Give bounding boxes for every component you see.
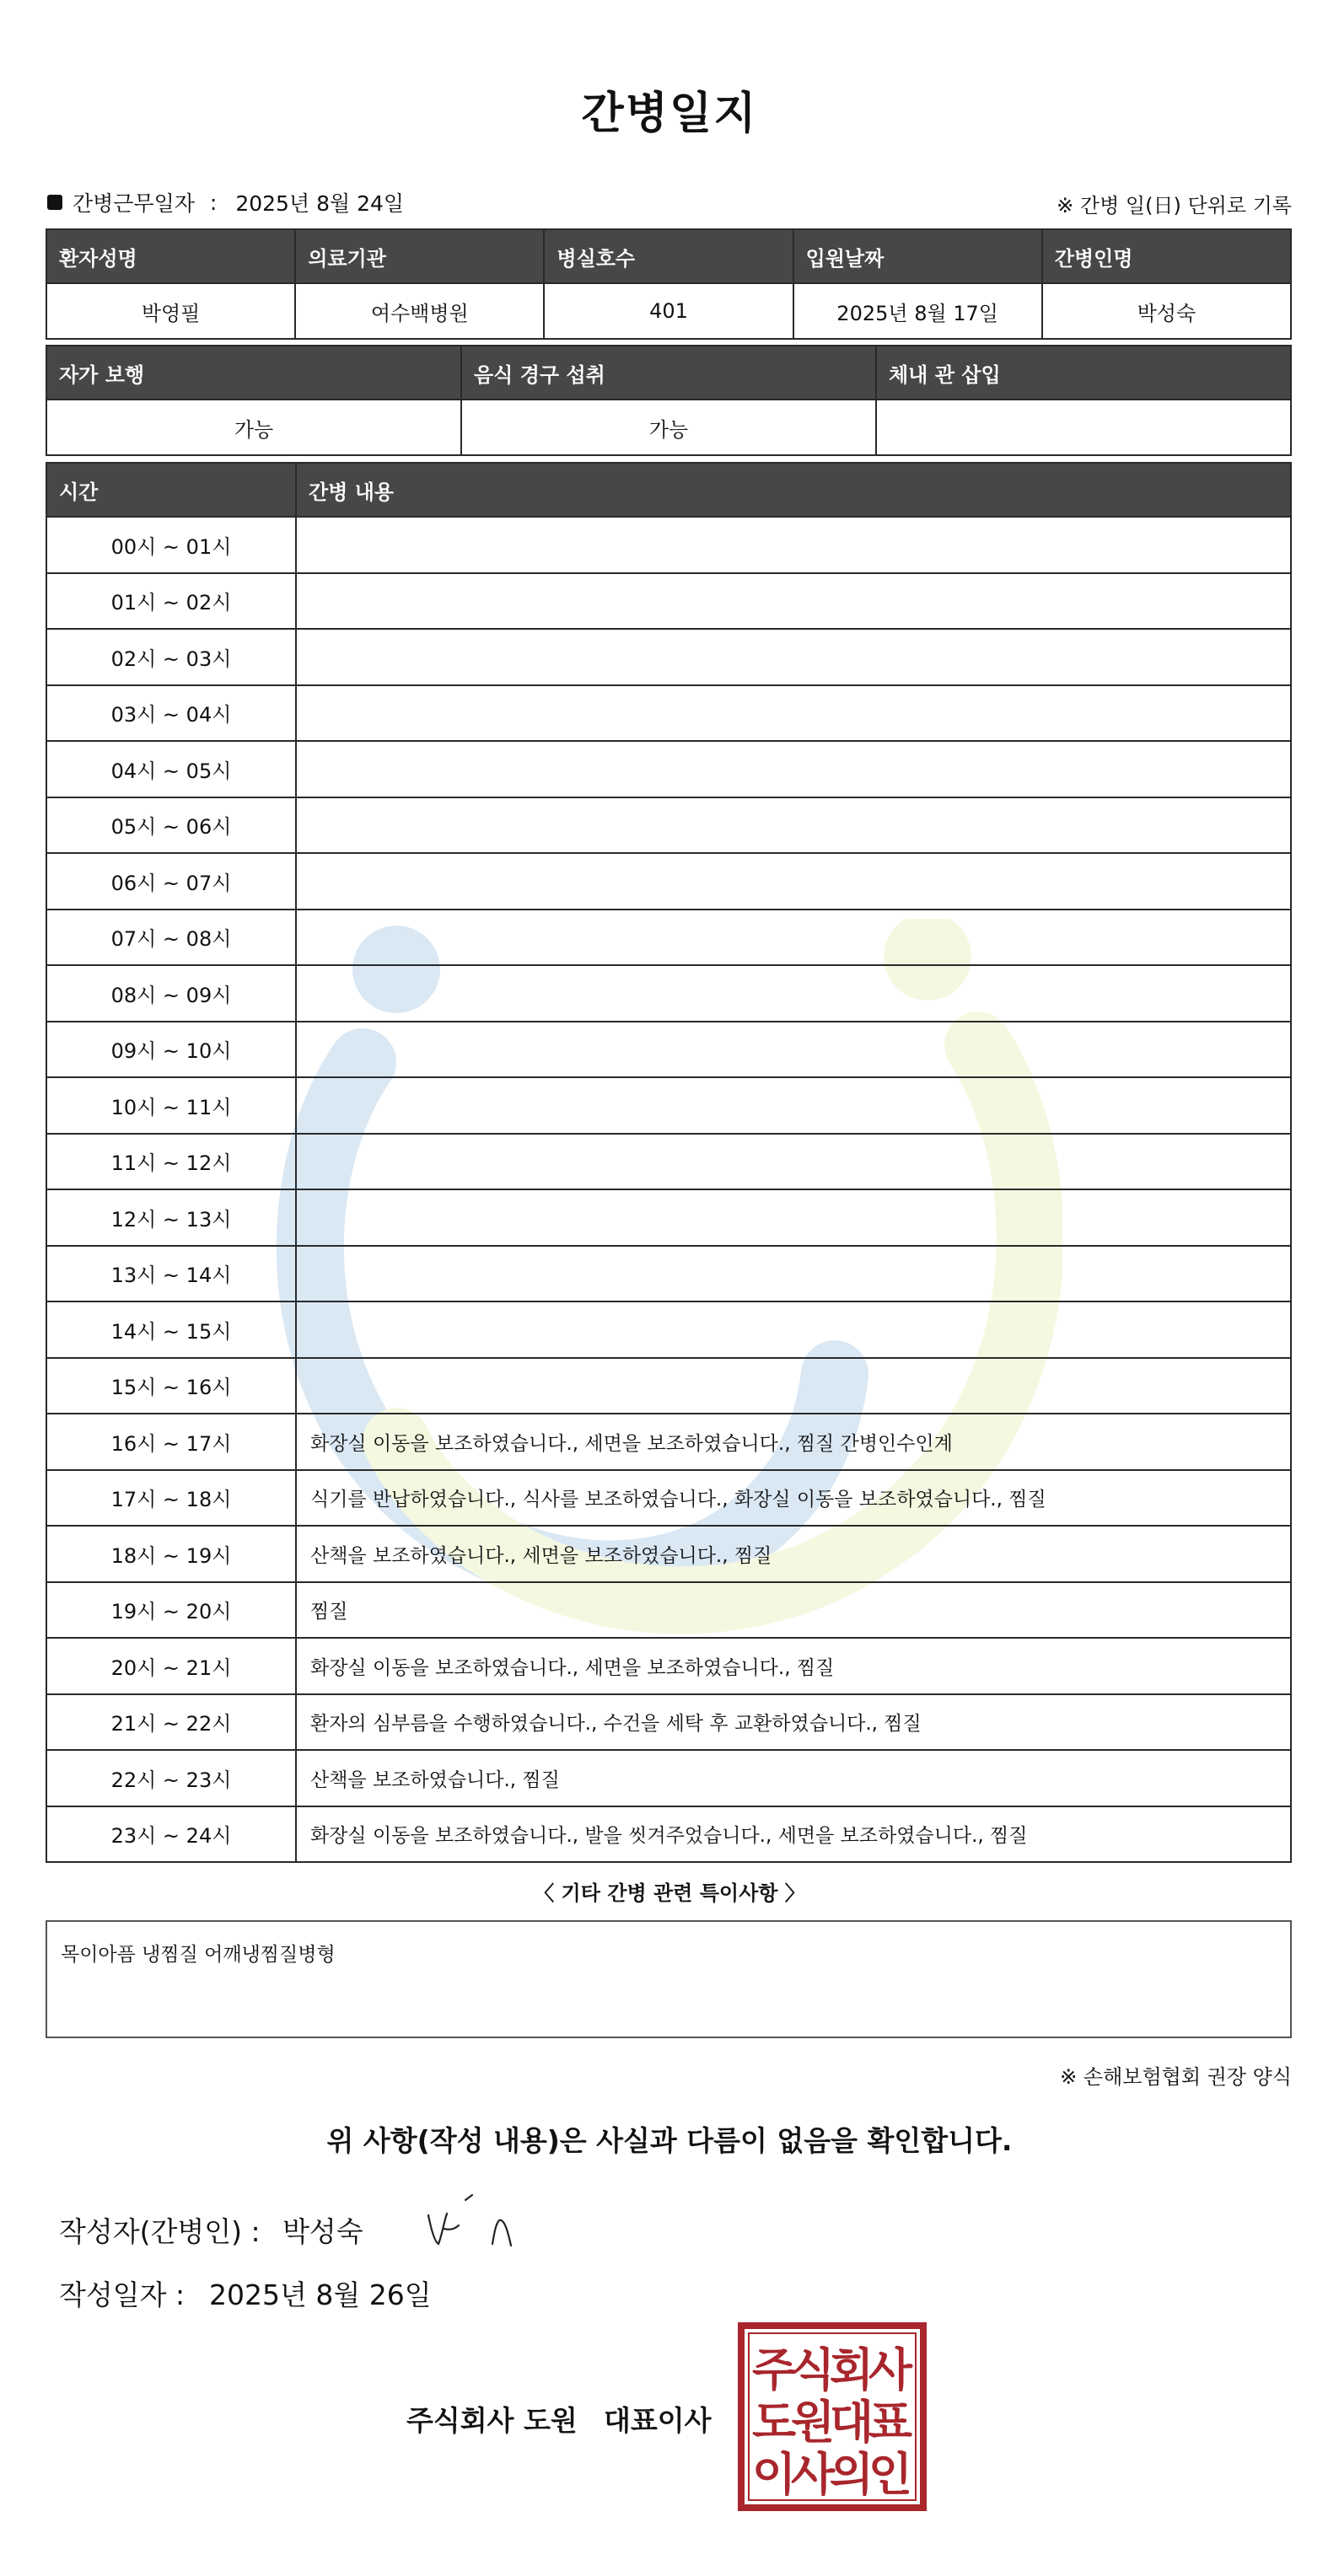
table-row — [46, 1638, 1291, 1694]
header-caregiver-name: 간병인명 — [1042, 229, 1291, 283]
content-cell — [296, 1301, 1291, 1358]
page-title: 간병일지 — [581, 89, 758, 139]
table-row — [46, 1301, 1291, 1358]
time-cell: 01시 ~ 02시 — [46, 573, 296, 630]
content-cell — [296, 797, 1291, 854]
patient-name-value: 박영필 — [46, 283, 295, 339]
content-cell — [296, 1134, 1291, 1190]
remarks-title: 〈 기타 간병 관련 특이사항 〉 — [534, 1881, 805, 1905]
oral-intake-value: 가능 — [461, 400, 876, 455]
content-cell — [296, 1358, 1291, 1414]
content-cell — [296, 1022, 1291, 1078]
time-cell: 19시 ~ 20시 — [46, 1582, 296, 1639]
content-cell — [296, 573, 1291, 630]
time-cell: 17시 ~ 18시 — [46, 1470, 296, 1527]
header-care-content: 간병 내용 — [296, 463, 1291, 517]
patient-status-table — [46, 345, 1292, 456]
content-cell — [296, 965, 1291, 1022]
status-header-row — [46, 346, 1291, 400]
table-row — [46, 1806, 1291, 1863]
svg-text:이사의인: 이사의인 — [752, 2448, 912, 2501]
table-row — [46, 1189, 1291, 1246]
patient-info-header-row — [46, 229, 1291, 283]
table-row — [46, 1077, 1291, 1134]
time-cell: 15시 ~ 16시 — [46, 1358, 296, 1414]
time-cell: 13시 ~ 14시 — [46, 1246, 296, 1302]
writer-label: 작성자(간병인) : — [59, 2215, 261, 2248]
time-cell: 06시 ~ 07시 — [46, 853, 296, 910]
table-row — [46, 517, 1291, 573]
time-cell: 21시 ~ 22시 — [46, 1694, 296, 1751]
table-row — [46, 1414, 1291, 1470]
table-row — [46, 1470, 1291, 1527]
time-cell: 07시 ~ 08시 — [46, 910, 296, 966]
content-cell — [296, 1077, 1291, 1134]
status-value-row — [46, 400, 1291, 455]
company-name: 주식회사 도원 — [406, 2404, 578, 2437]
remarks-text: 목이아픔 냉찜질 어깨냉찜질병형 — [61, 1944, 336, 1966]
content-cell: 찜질 — [296, 1582, 1291, 1639]
content-cell: 화장실 이동을 보조하였습니다., 세면을 보조하였습니다., 찜질 — [296, 1638, 1291, 1694]
content-cell — [296, 910, 1291, 966]
content-cell: 산책을 보조하였습니다., 세면을 보조하였습니다., 찜질 — [296, 1526, 1291, 1582]
content-cell — [296, 1189, 1291, 1246]
time-cell: 00시 ~ 01시 — [46, 517, 296, 573]
work-date-label: 간병근무일자 — [73, 191, 195, 216]
table-row — [46, 685, 1291, 742]
confirmation-statement: 위 사항(작성 내용)은 사실과 다름이 없음을 확인합니다. — [326, 2124, 1013, 2157]
table-row — [46, 1582, 1291, 1639]
time-cell: 05시 ~ 06시 — [46, 797, 296, 854]
time-cell: 04시 ~ 05시 — [46, 741, 296, 797]
written-date-value: 2025년 8월 26일 — [209, 2278, 432, 2311]
time-cell: 11시 ~ 12시 — [46, 1134, 296, 1190]
handwritten-signature — [422, 2190, 523, 2257]
company-seal-stamp — [737, 2321, 928, 2512]
table-row — [46, 741, 1291, 797]
content-cell — [296, 741, 1291, 797]
time-cell: 12시 ~ 13시 — [46, 1189, 296, 1246]
caregiver-name-value: 박성숙 — [1042, 283, 1291, 339]
table-row — [46, 1750, 1291, 1806]
room-number-value: 401 — [544, 283, 793, 339]
time-cell: 23시 ~ 24시 — [46, 1806, 296, 1863]
table-row — [46, 573, 1291, 630]
work-date-separator: : — [209, 190, 218, 215]
patient-info-value-row — [46, 283, 1291, 339]
writer-name: 박성숙 — [282, 2215, 363, 2248]
time-cell: 22시 ~ 23시 — [46, 1750, 296, 1806]
work-date-value: 2025년 8월 24일 — [235, 191, 405, 216]
content-cell: 화장실 이동을 보조하였습니다., 발을 씻겨주었습니다., 세면을 보조하였습니다., 찜질 — [296, 1806, 1291, 1863]
table-row — [46, 1526, 1291, 1582]
admission-date-value: 2025년 8월 17일 — [793, 283, 1042, 339]
time-cell: 10시 ~ 11시 — [46, 1077, 296, 1134]
content-cell — [296, 685, 1291, 742]
time-cell: 14시 ~ 15시 — [46, 1301, 296, 1358]
content-cell: 화장실 이동을 보조하였습니다., 세면을 보조하였습니다., 찜질 간병인수인계 — [296, 1414, 1291, 1470]
time-cell: 20시 ~ 21시 — [46, 1638, 296, 1694]
header-time: 시간 — [46, 463, 296, 517]
content-cell: 식기를 반납하였습니다., 식사를 보조하였습니다., 화장실 이동을 보조하였습니다., 찜질 — [296, 1470, 1291, 1527]
unit-note: ※ 간병 일(日) 단위로 기록 — [1057, 194, 1292, 217]
time-cell: 03시 ~ 04시 — [46, 685, 296, 742]
header-hospital: 의료기관 — [295, 229, 544, 283]
ceo-title: 대표이사 — [604, 2404, 712, 2437]
written-date-label: 작성일자 : — [59, 2278, 186, 2311]
content-cell — [296, 1246, 1291, 1302]
patient-info-table — [46, 228, 1292, 340]
content-cell: 환자의 심부름을 수행하였습니다., 수건을 세탁 후 교환하였습니다., 찜질 — [296, 1694, 1291, 1751]
svg-text:도원대표: 도원대표 — [752, 2396, 912, 2449]
content-cell: 산책을 보조하였습니다., 찜질 — [296, 1750, 1291, 1806]
self-walking-value: 가능 — [46, 400, 461, 455]
header-patient-name: 환자성명 — [46, 229, 295, 283]
work-date-line — [47, 187, 404, 217]
recommended-form-note: ※ 손해보험협회 권장 양식 — [1060, 2065, 1292, 2089]
time-cell: 18시 ~ 19시 — [46, 1526, 296, 1582]
header-oral-intake: 음식 경구 섭취 — [461, 346, 876, 400]
table-row — [46, 853, 1291, 910]
table-row — [46, 1246, 1291, 1302]
tube-insertion-value — [876, 400, 1291, 455]
remarks-box — [46, 1920, 1292, 2038]
table-row — [46, 965, 1291, 1022]
time-cell: 16시 ~ 17시 — [46, 1414, 296, 1470]
table-row — [46, 1694, 1291, 1751]
header-admission-date: 입원날짜 — [793, 229, 1042, 283]
time-cell: 09시 ~ 10시 — [46, 1022, 296, 1078]
content-cell — [296, 629, 1291, 685]
svg-text:주식회사: 주식회사 — [752, 2343, 912, 2396]
header-room-number: 병실호수 — [544, 229, 793, 283]
time-cell: 08시 ~ 09시 — [46, 965, 296, 1022]
table-row — [46, 1134, 1291, 1190]
care-log-table — [46, 462, 1292, 1863]
header-tube-insertion: 체내 관 삽입 — [876, 346, 1291, 400]
time-cell: 02시 ~ 03시 — [46, 629, 296, 685]
table-row — [46, 629, 1291, 685]
content-cell — [296, 853, 1291, 910]
hospital-value: 여수백병원 — [295, 283, 544, 339]
care-log-header-row — [46, 463, 1291, 517]
table-row — [46, 1022, 1291, 1078]
table-row — [46, 910, 1291, 966]
table-row — [46, 797, 1291, 854]
table-row — [46, 1358, 1291, 1414]
content-cell — [296, 517, 1291, 573]
square-bullet-icon — [47, 195, 62, 210]
header-self-walking: 자가 보행 — [46, 346, 461, 400]
